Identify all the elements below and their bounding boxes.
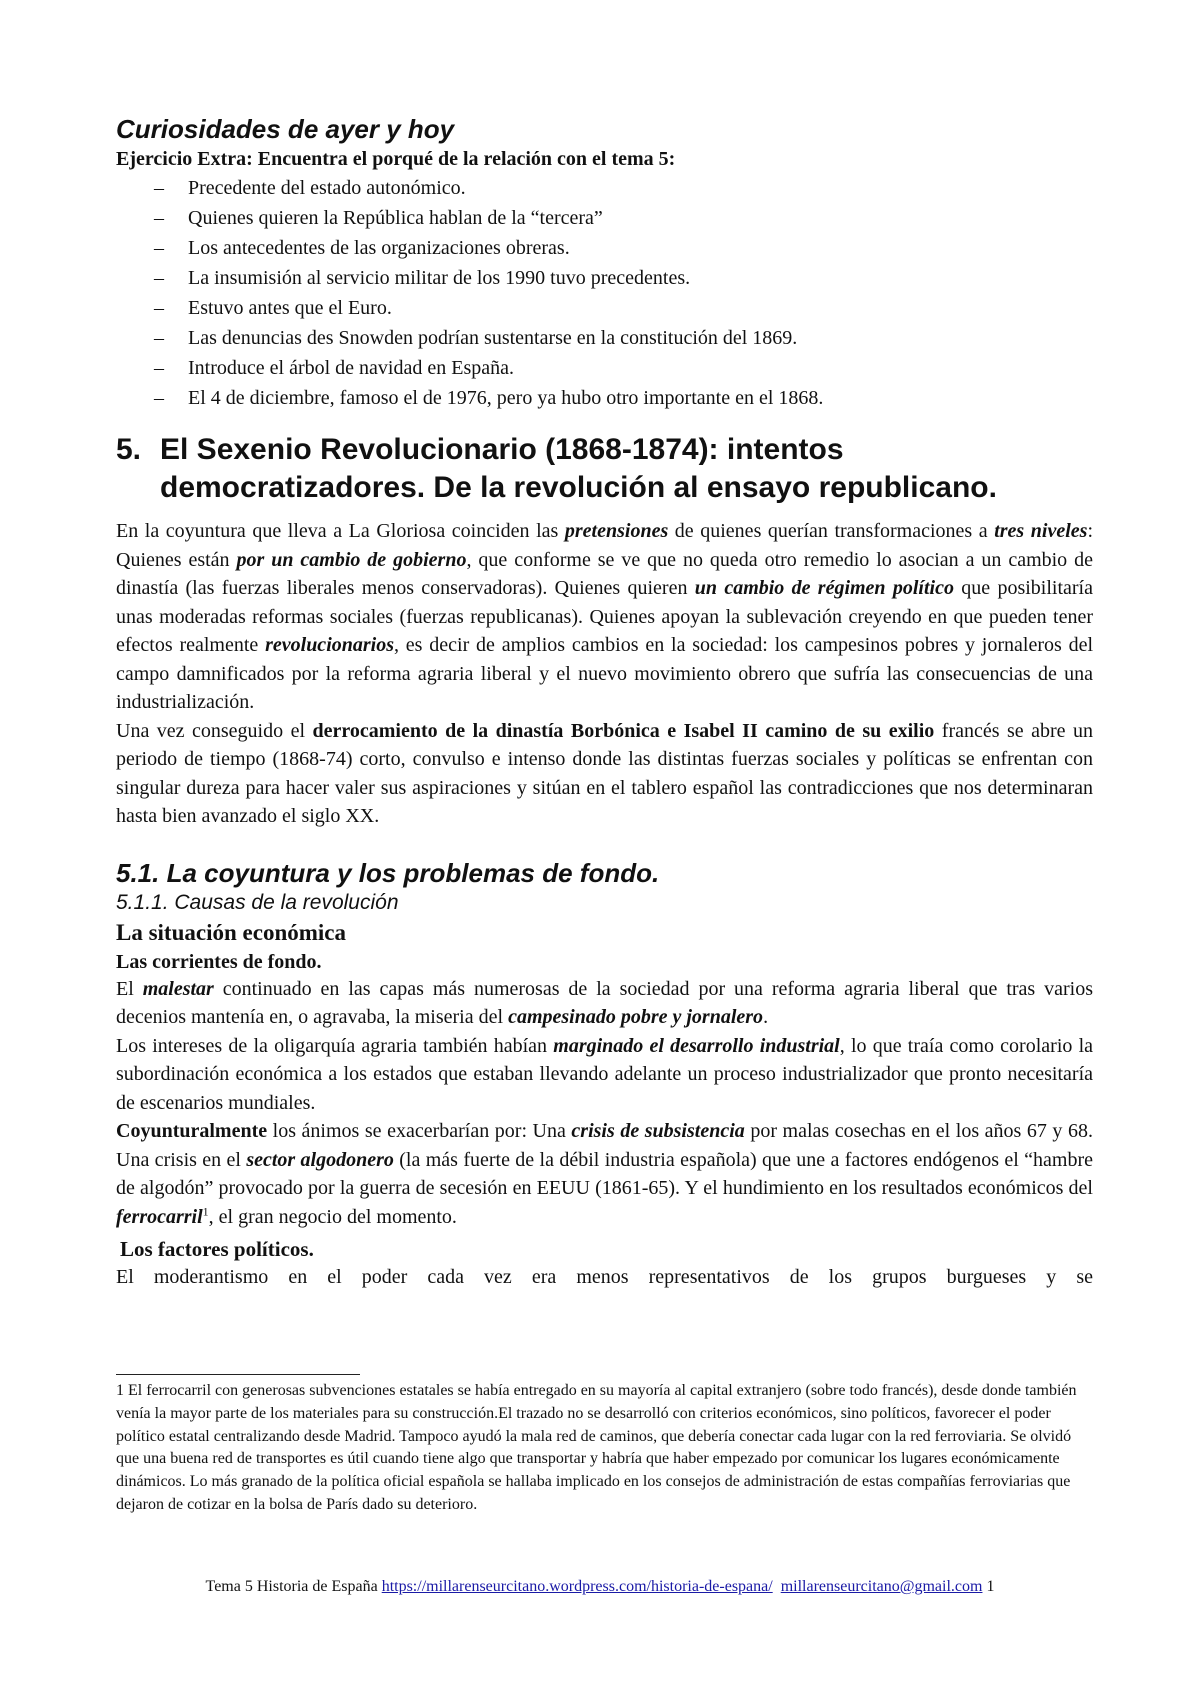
- malestar-paragraph: El malestar continuado en las capas más numerosas de la sociedad por una reforma agraria liberal que tras varios decenios mantenía en, o agravaba, la miseria del campesinado pobre y jornalero.: [116, 977, 1093, 1028]
- corrientes-heading: Las corrientes de fondo.: [116, 950, 322, 973]
- footnote: 1 El ferrocarril con generosas subvenciones estatales se había entregado en su mayoría al capital extranjero (sobre todo francés), desde donde también venía la mayor parte de los materiales para su construcción.El trazado no se desarrolló con criterios económicos, sino políticos, favorecer el poder político estatal centralizando desde Madrid. Tampoco ayudó la mala red de caminos, que debería conectar cada lugar con la red ferroviaria. Se olvidó que una buena red de transportes es útil cuando tiene algo que transportar y habría que haber empezado por comunicar los lugares económicamente dinámicos. Lo más granado de la política oficial española se hallaba implicado en los consejos de administración de estas compañías ferroviarias que dejaron de cotizar en la bolsa de París dado su deterioro.: [116, 1382, 1077, 1513]
- oligarquia-paragraph: Los intereses de la oligarquía agraria también habían marginado el desarrollo industrial, lo que traía como corolario la subordinación económica a los estados que estaban llevando adelante un proceso industrializador que pronto necesitaría de escenarios mundiales.: [116, 1034, 1094, 1114]
- list-item: – La insumisión al servicio militar de los 1990 tuvo precedentes.: [154, 267, 691, 289]
- list-item: – Quienes quieren la República hablan de la “tercera”: [154, 207, 603, 229]
- list-item: – Las denuncias des Snowden podrían sustentarse en la constitución del 1869.: [154, 327, 798, 349]
- exercise-title: Ejercicio Extra: Encuentra el porqué de la relación con el tema 5:: [116, 148, 676, 170]
- list-item: – Estuvo antes que el Euro.: [154, 297, 392, 319]
- section-5-paragraph-2: Una vez conseguido el derrocamiento de la dinastía Borbónica e Isabel II camino de su exilio francés se abre un periodo de tiempo (1868-74) corto, convulso e intenso donde las distintas fuerzas sociales y políticas se enfrentan con singular dureza para hacer valer sus aspiraciones y sitúan en el tablero español las contradicciones que nos determinaran hasta bien avanzado el siglo XX.: [116, 719, 1094, 827]
- list-item: – El 4 de diciembre, famoso el de 1976, pero ya hubo otro importante en el 1868.: [154, 387, 824, 409]
- section-5-1-1-heading: 5.1.1. Causas de la revolución: [116, 890, 399, 914]
- list-item: – Precedente del estado autonómico.: [154, 177, 466, 199]
- footer-label: Tema 5 Historia de España: [205, 1578, 378, 1595]
- page-content: [116, 112, 1093, 1292]
- footnote-divider: [116, 1374, 360, 1375]
- economic-situation-heading: La situación económica: [116, 919, 346, 945]
- list-item: – Introduce el árbol de navidad en España.: [154, 357, 514, 379]
- list-item: – Los antecedentes de las organizaciones obreras.: [154, 237, 570, 259]
- footer-email-link[interactable]: millarenseurcitano@gmail.com: [780, 1578, 983, 1595]
- section-number: 5.: [116, 433, 142, 466]
- page-footer: [0, 1578, 1200, 1596]
- curiosidades-list: [116, 173, 1093, 413]
- section-5-1-heading: 5.1. La coyuntura y los problemas de fondo.: [116, 857, 660, 888]
- section-title: El Sexenio Revolucionario (1868-1874): intentos democratizadores. De la revolución al ensayo republicano.: [160, 433, 997, 504]
- factores-politicos-heading: Los factores políticos.: [120, 1237, 314, 1261]
- curiosidades-title: Curiosidades de ayer y hoy: [116, 114, 455, 144]
- footer-url-link[interactable]: https://millarenseurcitano.wordpress.com/historia-de-espana/: [381, 1578, 773, 1595]
- moderantismo-paragraph: El moderantismo en el poder cada vez era menos representativos de los grupos burgueses y se: [116, 1266, 1093, 1288]
- section-5-paragraph-1: En la coyuntura que lleva a La Gloriosa coinciden las pretensiones de quienes querían transformaciones a tres niveles: Quienes están por un cambio de gobierno, que conforme se ve que no queda otro remedio lo asocian a un cambio de dinastía (las fuerzas liberales menos conservadoras). Quienes quieren un cambio de régimen político que posibilitaría unas moderadas reformas sociales (fuerzas republicanas). Quienes apoyan la sublevación creyendo en que pueden tener efectos realmente revolucionarios, es decir de amplios cambios en la sociedad: los campesinos pobres y jornaleros del campo damnificados por la reforma agraria liberal y el nuevo movimiento obrero que sufría las consecuencias de una industrialización.: [116, 520, 1094, 713]
- coyunturalmente-paragraph: Coyunturalmente los ánimos se exacerbarían por: Una crisis de subsistencia por malas cosechas en el los años 67 y 68. Una crisis en el sector algodonero (la más fuerte de la débil industria española) que une a factores endógenos el “hambre de algodón” provocado por la guerra de secesión en EEUU (1861-65). Y el hundimiento en los resultados económicos del ferrocarril$^1$, el gran negocio del momento.: [116, 1120, 1093, 1228]
- section-5-heading: [116, 431, 1093, 507]
- page-number: 1: [986, 1578, 995, 1595]
- footnote-ref: 1: [202, 1203, 209, 1218]
